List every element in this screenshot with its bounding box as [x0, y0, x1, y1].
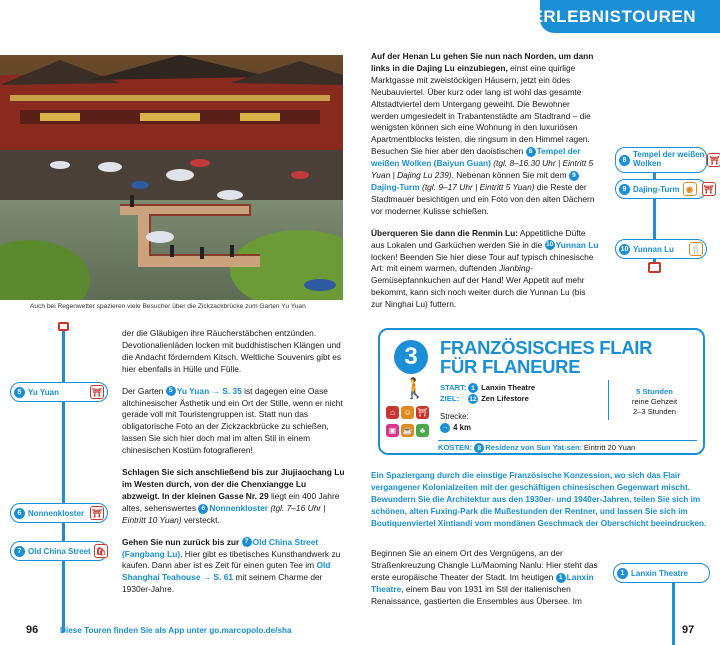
station-label: Yu Yuan: [28, 387, 59, 397]
food-icon: 🍴: [689, 242, 703, 256]
tour-duration: [608, 380, 700, 420]
link-lanxin-theatre[interactable]: Lanxin Theatre: [371, 571, 594, 594]
photo-yu-yuan-bridge: [0, 55, 343, 300]
tour-info-box: [378, 328, 705, 455]
tour-icon-grid: [385, 402, 437, 438]
photo-spot-icon: ◉: [683, 182, 697, 196]
park-icon: ♣: [416, 424, 429, 437]
station-label: Yunnan Lu: [633, 244, 674, 254]
link-nonnenkloster[interactable]: Nonnenkloster: [209, 502, 268, 513]
cost-label: KOSTEN:: [438, 443, 473, 452]
temple-icon: ⛩: [417, 408, 428, 417]
temple-icon: ⛩: [707, 153, 720, 167]
tour-start-end: START: 1 Lanxin Theatre ZIEL: 12 Zen Lifestore: [440, 383, 536, 403]
shopping-icon: ▣: [386, 424, 399, 437]
route-line-left: [62, 327, 65, 632]
distance-icon: →: [441, 424, 449, 432]
stop-number: 6: [198, 504, 208, 514]
link-dajing-turm[interactable]: Dajing-Turm: [371, 181, 420, 192]
station-baiyun-guan[interactable]: [615, 147, 720, 173]
cafe-icon: ☕: [402, 426, 413, 435]
right-bottom-text: Beginnen Sie an einem Ort des Vergnügens, an der Straßenkreuzung Changle Lu/Maoming Nanlu: Hier steht das erste europäische Theater der Stadt. Im heutigen 1 Lanxin Theatre, einem Bau von 1931 im Stil der italienischen Renaissance, gastierten die Ensembles aus Übersee. Im: [371, 548, 598, 606]
distance-label: Strecke:: [440, 412, 469, 421]
tour-distance: [440, 411, 471, 433]
left-paragraph-4: Gehen Sie nun zurück bis zur 7 Old China Street (Fangbang Lu). Hier gibt es tibetisches Kunsthandwerk zu kaufen. Dann aber ist es Zeit für einen guten Tee im Old Shanghai Teahouse → S. 61 mit seinem Charme der 1930er-Jahre.: [122, 536, 341, 595]
station-dajing-turm[interactable]: [615, 179, 714, 199]
left-paragraph-2: Der Garten 5 Yu Yuan → S. 35 ist dagegen eine Oase altchinesischer Ästhetik und ein Ort der Stille, wenn er nicht gerade voll mit Touristengruppen ist. Statt nun das obligatorische Foto an der Zickzackbrücke zu schießen, lassen Sie sich hier doch mal im alten Stil in einem chinesischen Kostüm fotografieren!: [122, 385, 343, 456]
left-paragraph-3: Schlagen Sie sich anschließend bis zur Jiujiaochang Lu im Westen durch, von der die Chenxiangge Lu abzweigt. In der kleinen Gasse Nr. 29 liegt ein 400 Jahre altes, sehenswertes 6 Nonnenkloster (tgl. 7–16 Uhr | Eintritt 10 Yuan) versteckt.: [122, 467, 345, 525]
station-number: 5: [14, 387, 25, 398]
route-end-marker: [648, 262, 661, 273]
walk-time-line1: reine Gehzeit: [631, 397, 678, 406]
station-label: Nonnenkloster: [28, 508, 85, 518]
link-baiyun-guan[interactable]: Tempel der weißen Wolken (Baiyun Guan): [371, 146, 581, 169]
cost-value[interactable]: Residenz von Sun Yat-sen: [485, 443, 580, 452]
station-label: Lanxin Theatre: [631, 568, 688, 578]
section-title: ERLEBNISTOUREN: [531, 6, 696, 26]
station-lanxin-theatre[interactable]: [613, 563, 710, 583]
stop-number: 7: [242, 537, 252, 547]
station-old-china-street[interactable]: [10, 541, 108, 561]
tour-title: FRANZÖSISCHES FLAIR FÜR FLANEURE: [440, 337, 653, 377]
left-paragraph-1: der die Gläubigen ihre Räucherstäbchen entzünden. Devotionalienläden locken mit buddhistischen Klängen und die Andacht förderndem Kitsch. Weltliche Souvenirs gibt es hier ebenfalls in Hülle und Fülle.: [122, 328, 342, 374]
end-label: ZIEL:: [440, 394, 459, 403]
walk-time-line2: 2–3 Stunden: [632, 407, 677, 416]
museum-icon: ⌂: [386, 406, 399, 419]
start-value: Lanxin Theatre: [481, 383, 536, 392]
route-start-marker: [58, 322, 69, 331]
tour-number: 3: [394, 340, 428, 374]
app-note[interactable]: Diese Touren finden Sie als App unter go.marcopolo.de/sha: [60, 626, 292, 635]
station-yu-yuan[interactable]: [10, 382, 108, 402]
station-number: 7: [14, 546, 25, 557]
stop-number: 8: [526, 147, 536, 157]
page-ref[interactable]: → S. 35: [209, 385, 242, 396]
link-yunnan-lu[interactable]: Yunnan Lu: [555, 239, 599, 250]
link-yu-yuan[interactable]: Yu Yuan: [176, 385, 210, 396]
family-icon: ☺: [401, 406, 414, 419]
photo-illustration: [0, 55, 343, 300]
station-number: 8: [619, 155, 630, 166]
page-ref[interactable]: → S. 61: [200, 572, 234, 583]
temple-icon: ⛩: [90, 506, 104, 520]
tour-cost: KOSTEN: 8 Residenz von Sun Yat-sen: Eintritt 20 Yuan: [438, 440, 697, 453]
stop-number: 5: [166, 386, 176, 396]
station-number: 6: [14, 508, 25, 519]
walker-icon: 🚶: [402, 378, 427, 400]
right-paragraph-2: Überqueren Sie dann die Renmin Lu: Appetitliche Düfte aus Lokalen und Garküchen werden Sie in die 10 Yunnan Lu locken! Beenden Sie hier diese Tour auf typisch chinesische Art: mit einem warmen, duftenden Jianbing-Gemüsepfannkuchen auf der Hand! Wer Appetit auf mehr bekommt, kann sich noch weiter durch die Yunnan Lu (bis zur Ninghai Lu) futtern.: [371, 227, 599, 310]
station-yunnan-lu[interactable]: [615, 239, 707, 259]
shopping-icon: 🛍: [94, 544, 108, 558]
station-nonnenkloster[interactable]: [10, 503, 108, 523]
duration-value: 5 Stunden: [636, 387, 673, 396]
link-teahouse[interactable]: Old Shanghai Teahouse: [122, 560, 331, 583]
station-label: Dajing-Turm: [633, 184, 680, 194]
station-number: 10: [620, 245, 629, 253]
right-paragraph-1: Auf der Henan Lu gehen Sie nun nach Norden, um dann links in die Dajing Lu einzubiegen, einst eine quirlige Marktgasse mit zweistöckigen Häusern, jetzt ein ödes Neubauviertel. Über kurz oder lang ist wohl das gesamte Altstadtviertel dem Untergang geweiht. Die Bewohner werden umgesiedelt in Trabantenstädte am Stadtrand – die wenigsten können sich eine Wohnung in den luxuriösen Apartmentblocks leisten, die ringsum in den Himmel ragen. Besuchen Sie hier aber den daoistischen 8 Tempel der weißen Wolken (Baiyun Guan) (tgl. 8–16.30 Uhr | Eintritt 5 Yuan | Dajing Lu 239). Nebenan können Sie mit dem 9Dajing-Turm (tgl. 9–17 Uhr | Eintritt 5 Yuan) die Reste der Stadtmauer besichtigen und ein Foto von den alten Dächern vor moderner Kulisse schießen.: [371, 51, 595, 216]
right-text-column: [371, 51, 599, 321]
stop-number: 1: [556, 573, 566, 583]
end-value: Zen Lifestore: [481, 394, 529, 403]
tour-intro: Ein Spaziergang durch die einstige Französische Konzession, wo sich das Flair vergangener Kolonialzeiten mit der geschäftigen chinesischen Gegenwart mischt. Bewundern Sie die Architektur aus den 1930er- und 1940er-Jahren, teilen Sie sich im schönen, alten Fuxing-Park die Mußestunden der Rentner, und lassen Sie sich im Boutiquenviertel Xintiandi vom mondänen Geschmack der Oberschicht beeindrucken.: [371, 471, 707, 528]
stop-number: 10: [546, 241, 554, 249]
photo-caption: Auch bei Regenwetter spazieren viele Besucher über die Zickzackbrücke zum Garten Yu Yuan: [30, 303, 306, 310]
distance-value: 4 km: [453, 423, 471, 432]
temple-icon: ⛩: [90, 385, 104, 399]
start-label: START:: [440, 383, 467, 392]
station-label: Tempel der weißen: [633, 150, 705, 160]
station-label: Old China Street: [28, 546, 91, 556]
route-line-bottom: [672, 578, 675, 645]
link-old-china-street[interactable]: Old China Street (Fangbang Lu): [122, 536, 319, 559]
temple-icon: ⛩: [702, 182, 716, 196]
stop-number: 9: [569, 171, 579, 181]
station-label-line2: Wolken: [633, 159, 662, 168]
station-number: 1: [617, 568, 628, 579]
left-text-column: [122, 328, 346, 606]
section-header: [531, 0, 720, 33]
page-number-left: 96: [26, 624, 39, 636]
page-number-right: 97: [682, 624, 695, 636]
station-number: 9: [619, 184, 630, 195]
